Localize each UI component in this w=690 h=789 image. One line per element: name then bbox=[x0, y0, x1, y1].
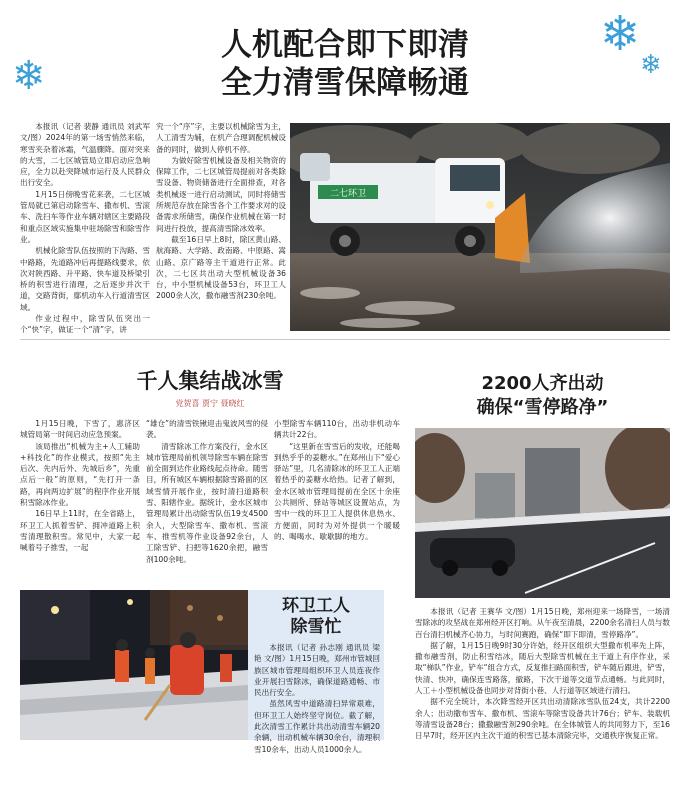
sanitation-workers-photo bbox=[20, 590, 248, 740]
main-headline-line2: 全力清雪保障畅通 bbox=[221, 65, 469, 101]
paragraph: 截至16日早上8时，除区黄山路、航海路、大学路、政南路、中原路、嵩山路、京广路等主干道进行正常。此次，二七区共出动大型机械设备36台，中小型机械设备53台，环卫工人2000余人次，撒布融雪剂230余吨。 bbox=[156, 234, 286, 301]
snowflake-icon: ❄ bbox=[600, 6, 641, 62]
main-story-col1 bbox=[20, 121, 150, 336]
street-snow-photo bbox=[415, 428, 670, 598]
paragraph: 小型除雪车辆110台，出动非机动车辆共计22台。 bbox=[274, 419, 400, 440]
main-story-col2 bbox=[156, 121, 286, 302]
story4-headline bbox=[415, 372, 670, 420]
paragraph: 本报讯（记者 裴静 通讯员 刘武军 文/图）2024年的第一场雪悄然来临，寒雪夹杂着冰霜，气温骤降。面对突来的大雪，二七区城管局立即启动应急响应，全力以赴突降城市运行及人民群众出行安全。 bbox=[20, 122, 150, 188]
paragraph: 1月15日晚，下雪了，惠济区城管局第一时间启动应急预案。 bbox=[20, 419, 140, 440]
workers-photo-graphic bbox=[20, 590, 248, 740]
snow-plow-truck-photo bbox=[290, 123, 670, 331]
paragraph: “雄仓”的清雪铁锹迎击鬼波风雪的侵袭。 bbox=[146, 419, 268, 440]
paragraph: 虽然风雪中道路清扫异常艰难，但环卫工人始终坚守岗位。截了解，此次清雪工作累计共出动清雪车辆20余辆，出动机械车辆30余台，清理积雪10余车，出动人员1000余人。 bbox=[254, 699, 380, 754]
story2-headline: 千人集结战冰雪 bbox=[136, 369, 284, 393]
snowflake-icon: ❄ bbox=[640, 50, 662, 80]
section-divider bbox=[20, 339, 670, 340]
paragraph: 据不完全统计，本次降雪经开区共出动清除冰雪队伍24支，共计2200余人；出动撒布雪车、撒布机、雪滚车等除雪设备共计76台；铲车、装载机等清雪设备28台；撒撒融雪剂290余吨。在全体城管人的共同努力下，至16日早7时，经开区内主次干道的积雪已基本清除完毕，交通秩序恢复正常。 bbox=[415, 697, 670, 741]
story4-text bbox=[415, 606, 670, 742]
story2-col3 bbox=[274, 418, 400, 542]
paragraph: 本报讯（记者 孙志刚 通讯员 梁艳 文/图）1月15日晚，郑州市管城回族区城市管理局组织环卫人员连夜作业开展扫雪除冰，确保道路通畅、市民出行安全。 bbox=[254, 643, 380, 698]
story2-col2 bbox=[146, 418, 268, 565]
paragraph: “这里新在雪雪后的发收，还能喝到热乎乎的姜糖水。”在郑州山下“爱心驿站”里，几名清除冰的环卫工人正端着热乎的姜糖水给热。记者了解到，金水区城市管理局提前在全区十余座公共厕所、驿站等城区设置站点，为雪中一线的环卫工人提供休息热水、方便面，同时为对外提供一个暖暖的、喝喝水、歇歇脚的地方。 bbox=[274, 441, 400, 541]
paragraph: 究一个“序”字，主要以机械除雪为主，人工清雪为辅，在机产合理调配机械设备的同时，做到人停机不停。 bbox=[156, 122, 286, 154]
truck-photo-graphic bbox=[290, 123, 670, 331]
street-photo-graphic bbox=[415, 428, 670, 598]
snowflake-icon: ❄ bbox=[12, 53, 46, 99]
story4-headline-line2: 确保“雪停路净” bbox=[476, 397, 609, 418]
paragraph: 据了解，1月15日晚9时30分许始，经开区组织大型撒布机率先上阵，撒布融雪剂，防止积雪结冰，随后大型除雪机械在主干道上有序作业，采取“梯队”作业，铲车“组合方式，反复推扫路面积雪，铲车随后跟进，铲雪，快清、快冲，确保连雪路落，撤路，下次干道等交道节点通畅。与此同时，人工＋小型机械设备也同步对背街小巷、人行道等区域进行清扫。 bbox=[415, 640, 670, 696]
story3-text bbox=[254, 642, 380, 755]
paragraph: 机械化除雪队伍按照的下沟路、雪中路路，先道路冲后再提路线要求，依次对陕西路、升平路、快车道及桥梁引桥的积雪进行清理，之后逐步并次干道，交路背街，鄢机动车入行道清雪区域。 bbox=[20, 246, 150, 312]
main-headline bbox=[150, 26, 540, 102]
paragraph: 本报讯（记者 王赛华 文/图）1月15日晚，郑州迎来一场降雪，一场清雪除冰的攻坚战在郑州经开区打响。从午夜至清晨，2200余名清扫人员与数百台清扫机械齐心协力，与时间赛跑，确保“即下即清，雪停路净”。 bbox=[415, 607, 670, 639]
truck-side-text: 二七环卫 bbox=[329, 189, 367, 199]
paragraph: 16日早上11时，在全省路上，环卫工人抓着雪铲、拥冲道路上积雪清理散积雪。常见中，大家一起喊着号子推雪，一起 bbox=[20, 509, 140, 553]
paragraph: 为做好除雪机械设备及相关物资的保障工作，二七区城管局提前对各类除雪设备、物资储备进行全面排查，对各类机械逐一进行启动测试，同时将储雪所规范存放在除雪各个工作要求对的设备需求所储雪，确保作业机械在第一时间进行投放，提高清雪除冰效率。 bbox=[156, 155, 286, 233]
paragraph: 该局推出“机械为主+人工辅助+科技化”的作业模式，按照“先主后次、先内后外、先城后乡”，先重点后一般”的原则，“先打开一条路，再向两边扩展”的程序作业开展积雪除冰作业。 bbox=[20, 441, 140, 508]
story2-byline: 党贺喜 贾宁 聂晓红 bbox=[175, 399, 245, 408]
story3-headline: 环卫工人 除雪忙 bbox=[282, 596, 350, 637]
paragraph: 作业过程中，除雪队伍突出一个“快”字，做证一个“清”字，讲 bbox=[20, 314, 150, 335]
story2-col1 bbox=[20, 418, 140, 554]
paragraph: 清雪除冰工作方案没行，金水区城市管理局前机领导除雪车辆在除雪前全面到达作业路线起点待命。随雪目，所有城区车辆根据除雪路面的区域雪情开展作业，按时清扫道路积雪、阳辖作业。据统计，金水区城市管理局累计出动除雪队伍19支4500余人，大型除雪车、撒布机、雪滚车、推雪机等作业设备92余台，人工除雪铲、扫把等1620余把，融雪剂100余吨。 bbox=[146, 441, 268, 564]
paragraph: 1月15日傍晚雪花来袭，二七区城管局就已第启动除雪车、撒布机、雪滚车、洗扫车等作业车辆对辖区主要路段和重点区域实施集中驻场除雪和除雪作业。 bbox=[20, 189, 150, 244]
story4-headline-line1: 2200人齐出动 bbox=[481, 373, 604, 394]
main-headline-line1: 人机配合即下即清 bbox=[221, 27, 469, 63]
